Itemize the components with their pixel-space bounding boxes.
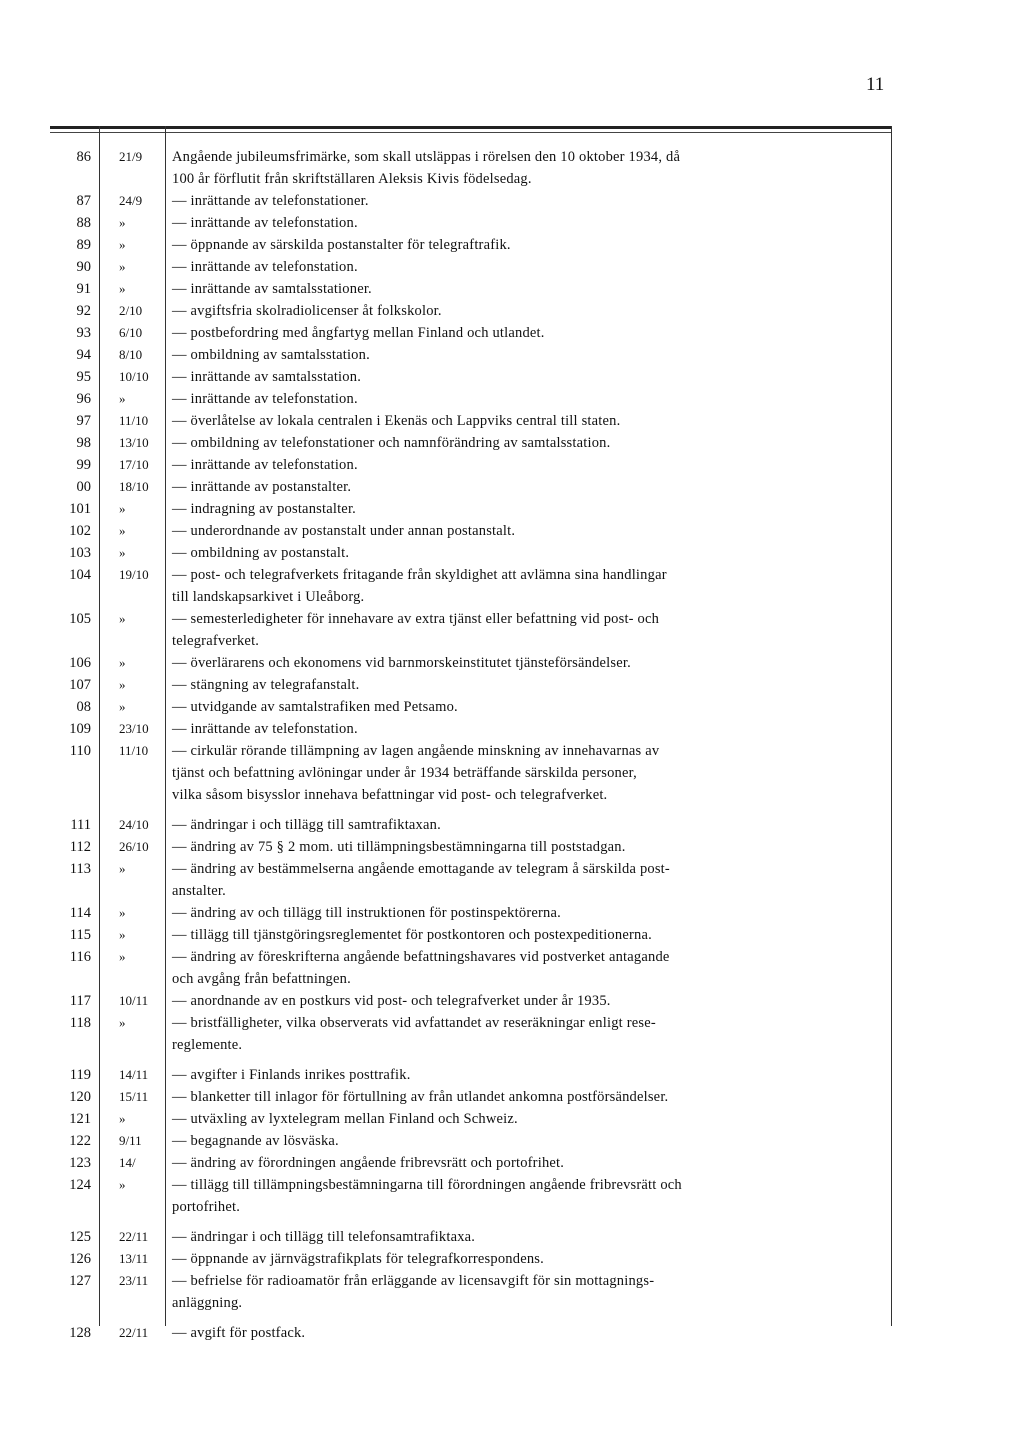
- row-number: 97: [76, 413, 91, 429]
- row-date: 23/10: [119, 721, 149, 736]
- row-text: [161, 1086, 892, 1108]
- row-text-line: — tillägg till tillämpningsbestämningarna till förordningen angående fribrevsrätt och: [172, 1177, 682, 1193]
- row-text-continuation: tjänst och befattning avlöningar under år 1934 beträffande särskilda personer,: [172, 765, 637, 781]
- row-text-line: — inrättande av postanstalter.: [172, 479, 352, 495]
- row-text-line: — ombildning av postanstalt.: [172, 545, 350, 561]
- row-text: [161, 836, 892, 858]
- row-number: 94: [76, 347, 91, 363]
- row-number: 08: [76, 699, 91, 715]
- row-number: 107: [69, 677, 91, 693]
- row-text: [161, 902, 892, 924]
- row-number: 91: [76, 281, 91, 297]
- row-text: [161, 256, 892, 278]
- table-row: [50, 388, 892, 410]
- row-number: 103: [69, 545, 91, 561]
- row-number: 123: [69, 1155, 91, 1171]
- row-number: 96: [76, 391, 91, 407]
- row-number: 109: [69, 721, 91, 737]
- row-number: 120: [69, 1089, 91, 1105]
- row-text-line: — blanketter till inlagor för förtullning av från utlandet ankomna postförsändelser.: [172, 1089, 669, 1105]
- row-text: [161, 146, 892, 190]
- table-row: [50, 1174, 892, 1218]
- table-row: [50, 990, 892, 1012]
- table-row: [50, 1108, 892, 1130]
- table-row: [50, 366, 892, 388]
- row-text-line: — utväxling av lyxtelegram mellan Finland och Schweiz.: [172, 1111, 518, 1127]
- row-number: 121: [69, 1111, 91, 1127]
- row-text-line: — ändringar i och tillägg till samtrafiktaxan.: [172, 817, 441, 833]
- row-number: 117: [69, 993, 91, 1009]
- row-text-line: — post- och telegrafverkets fritagande från skyldighet att avlämna sina handlingar: [172, 567, 667, 583]
- table-row: [50, 902, 892, 924]
- row-date: »: [119, 259, 126, 274]
- row-number: 126: [69, 1251, 91, 1267]
- table-row: [50, 256, 892, 278]
- row-date: »: [119, 699, 126, 714]
- table-row: [50, 1248, 892, 1270]
- row-text-continuation: reglemente.: [172, 1037, 243, 1053]
- row-text: [161, 718, 892, 740]
- row-date: 18/10: [119, 479, 149, 494]
- row-text: [161, 1108, 892, 1130]
- row-date: 11/10: [119, 413, 149, 428]
- row-text: [161, 542, 892, 564]
- top-rule-thin: [50, 132, 892, 133]
- row-number: 92: [76, 303, 91, 319]
- table-row: [50, 674, 892, 696]
- row-number: 90: [76, 259, 91, 275]
- table-row: [50, 476, 892, 498]
- table-row: [50, 564, 892, 608]
- row-text: [161, 388, 892, 410]
- row-number: 122: [69, 1133, 91, 1149]
- table-row: [50, 146, 892, 190]
- table-row: [50, 740, 892, 806]
- table-row: [50, 1226, 892, 1248]
- table-row: [50, 520, 892, 542]
- row-number: 95: [76, 369, 91, 385]
- row-number: 124: [69, 1177, 91, 1193]
- row-text-line: — öppnande av särskilda postanstalter för telegraftrafik.: [172, 237, 511, 253]
- row-date: 17/10: [119, 457, 149, 472]
- row-text: [161, 652, 892, 674]
- row-text: [161, 696, 892, 718]
- row-date: 26/10: [119, 839, 149, 854]
- row-date: »: [119, 1177, 126, 1192]
- row-text-line: — inrättande av telefonstation.: [172, 721, 358, 737]
- row-text-line: — öppnande av järnvägstrafikplats för telegrafkorrespondens.: [172, 1251, 544, 1267]
- row-date: 10/11: [119, 993, 149, 1008]
- row-text: [161, 212, 892, 234]
- table-row: [50, 322, 892, 344]
- row-text: [161, 1012, 892, 1056]
- row-number: 86: [76, 149, 91, 165]
- row-text-line: — överlärarens och ekonomens vid barnmorskeinstitutet tjänsteförsändelser.: [172, 655, 631, 671]
- table-row: [50, 836, 892, 858]
- table-row: [50, 344, 892, 366]
- row-gap: [50, 806, 892, 814]
- row-text-line: — begagnande av lösväska.: [172, 1133, 339, 1149]
- table-row: [50, 542, 892, 564]
- row-date: »: [119, 501, 126, 516]
- row-date: »: [119, 1015, 126, 1030]
- row-text: [161, 608, 892, 652]
- row-gap: [50, 1056, 892, 1064]
- row-number: 127: [69, 1273, 91, 1289]
- row-text-line: — inrättande av samtalsstation.: [172, 369, 362, 385]
- table-row: [50, 1130, 892, 1152]
- row-text-continuation: anstalter.: [172, 883, 226, 899]
- row-text-line: — postbefordring med ångfartyg mellan Finland och utlandet.: [172, 325, 545, 341]
- row-gap: [50, 1314, 892, 1322]
- row-text: [161, 1248, 892, 1270]
- table-row: [50, 1270, 892, 1314]
- table-row: [50, 1012, 892, 1056]
- row-text: [161, 498, 892, 520]
- table-row: [50, 234, 892, 256]
- row-text-continuation: 100 år förflutit från skriftställaren Aleksis Kivis födelsedag.: [172, 171, 532, 187]
- row-date: 23/11: [119, 1273, 149, 1288]
- row-number: 106: [69, 655, 91, 671]
- table-row: [50, 212, 892, 234]
- row-date: 21/9: [119, 149, 143, 164]
- row-date: »: [119, 949, 126, 964]
- row-date: 24/9: [119, 193, 143, 208]
- row-number: 99: [76, 457, 91, 473]
- row-date: »: [119, 237, 126, 252]
- row-date: 14/11: [119, 1067, 149, 1082]
- row-date: »: [119, 545, 126, 560]
- row-date: 8/10: [119, 347, 143, 362]
- row-text: [161, 1226, 892, 1248]
- row-text-line: — befrielse för radioamatör från erläggande av licensavgift för sin mottagnings-: [172, 1273, 655, 1289]
- row-text: [161, 674, 892, 696]
- row-number: 112: [69, 839, 91, 855]
- row-date: 22/11: [119, 1325, 149, 1340]
- row-text-line: — avgift för postfack.: [172, 1325, 306, 1341]
- row-text-line: — överlåtelse av lokala centralen i Ekenäs och Lappviks central till staten.: [172, 413, 621, 429]
- row-text: [161, 740, 892, 806]
- row-text: [161, 432, 892, 454]
- table-row: [50, 718, 892, 740]
- table-row: [50, 1152, 892, 1174]
- row-text: [161, 300, 892, 322]
- row-number: 00: [76, 479, 91, 495]
- row-text-line: — inrättande av telefonstation.: [172, 259, 358, 275]
- table-row: [50, 432, 892, 454]
- row-date: 6/10: [119, 325, 143, 340]
- row-text-line: — avgiftsfria skolradiolicenser åt folkskolor.: [172, 303, 442, 319]
- table-row: [50, 1086, 892, 1108]
- row-date: »: [119, 391, 126, 406]
- row-number: 125: [69, 1229, 91, 1245]
- row-text: [161, 1064, 892, 1086]
- row-text: [161, 234, 892, 256]
- row-number: 87: [76, 193, 91, 209]
- row-date: »: [119, 523, 126, 538]
- row-number: 115: [69, 927, 91, 943]
- row-number: 119: [69, 1067, 91, 1083]
- row-text: [161, 1174, 892, 1218]
- row-text-line: — inrättande av telefonstation.: [172, 457, 358, 473]
- row-number: 114: [69, 905, 91, 921]
- row-date: 2/10: [119, 303, 143, 318]
- row-text-line: Angående jubileumsfrimärke, som skall utsläppas i rörelsen den 10 oktober 1934, då: [172, 149, 681, 165]
- row-date: »: [119, 281, 126, 296]
- row-date: 9/11: [119, 1133, 142, 1148]
- row-text-continuation: portofrihet.: [172, 1199, 241, 1215]
- table-row: [50, 696, 892, 718]
- row-text-continuation: vilka såsom bisysslor innehava befattningar vid post- och telegrafverket.: [172, 787, 608, 803]
- row-text-line: — cirkulär rörande tillämpning av lagen angående minskning av innehavarnas av: [172, 743, 660, 759]
- row-text: [161, 946, 892, 990]
- row-text: [161, 410, 892, 432]
- row-date: 13/10: [119, 435, 149, 450]
- row-text: [161, 366, 892, 388]
- top-rule: [50, 126, 892, 129]
- row-text-line: — inrättande av telefonstation.: [172, 215, 358, 231]
- row-number: 118: [69, 1015, 91, 1031]
- row-text: [161, 1270, 892, 1314]
- row-text-line: — ändring av bestämmelserna angående emottagande av telegram å särskilda post-: [172, 861, 670, 877]
- row-text: [161, 1130, 892, 1152]
- row-date: 22/11: [119, 1229, 149, 1244]
- row-number: 104: [69, 567, 91, 583]
- row-text-line: — inrättande av telefonstationer.: [172, 193, 369, 209]
- row-text-line: — ändringar i och tillägg till telefonsamtrafiktaxa.: [172, 1229, 476, 1245]
- row-text-continuation: och avgång från befattningen.: [172, 971, 351, 987]
- row-text-line: — tillägg till tjänstgöringsreglementet för postkontoren och postexpeditionerna.: [172, 927, 652, 943]
- row-text-line: — ändring av 75 § 2 mom. uti tillämpningsbestämningarna till poststadgan.: [172, 839, 626, 855]
- row-date: »: [119, 215, 126, 230]
- row-number: 101: [69, 501, 91, 517]
- row-text: [161, 858, 892, 902]
- row-text: [161, 454, 892, 476]
- row-text: [161, 924, 892, 946]
- row-date: »: [119, 861, 126, 876]
- row-text-line: — indragning av postanstalter.: [172, 501, 356, 517]
- row-date: 24/10: [119, 817, 149, 832]
- row-text-continuation: anläggning.: [172, 1295, 243, 1311]
- table-row: [50, 814, 892, 836]
- row-text: [161, 322, 892, 344]
- row-number: 116: [69, 949, 91, 965]
- row-date: 13/11: [119, 1251, 149, 1266]
- row-text-line: — stängning av telegrafanstalt.: [172, 677, 360, 693]
- table-row: [50, 858, 892, 902]
- row-text: [161, 564, 892, 608]
- row-date: »: [119, 1111, 126, 1126]
- table-row: [50, 1322, 892, 1344]
- row-text-line: — ändring av och tillägg till instruktionen för postinspektörerna.: [172, 905, 561, 921]
- table-row: [50, 946, 892, 990]
- row-text: [161, 520, 892, 542]
- row-text: [161, 278, 892, 300]
- row-date: 11/10: [119, 743, 149, 758]
- table-row: [50, 410, 892, 432]
- table-row: [50, 1064, 892, 1086]
- row-text: [161, 990, 892, 1012]
- row-text-line: — underordnande av postanstalt under annan postanstalt.: [172, 523, 516, 539]
- row-date: »: [119, 611, 126, 626]
- row-date: »: [119, 927, 126, 942]
- circular-list: [50, 146, 892, 1344]
- row-date: »: [119, 905, 126, 920]
- row-date: »: [119, 677, 126, 692]
- row-number: 98: [76, 435, 91, 451]
- row-text-line: — avgifter i Finlands inrikes posttrafik.: [172, 1067, 411, 1083]
- row-text: [161, 1322, 892, 1344]
- row-text-line: — ombildning av telefonstationer och namnförändring av samtalsstation.: [172, 435, 611, 451]
- row-date: 14/: [119, 1155, 136, 1170]
- row-number: 111: [70, 817, 91, 833]
- row-text: [161, 344, 892, 366]
- table-row: [50, 278, 892, 300]
- row-gap: [50, 1218, 892, 1226]
- table-row: [50, 300, 892, 322]
- row-number: 128: [69, 1325, 91, 1341]
- row-text-continuation: telegrafverket.: [172, 633, 260, 649]
- row-text-line: — ändring av föreskrifterna angående befattningshavares vid postverket antagande: [172, 949, 670, 965]
- page-number: 11: [866, 74, 885, 95]
- row-date: 15/11: [119, 1089, 149, 1104]
- row-text: [161, 1152, 892, 1174]
- table-row: [50, 454, 892, 476]
- row-text-line: — inrättande av telefonstation.: [172, 391, 358, 407]
- row-text-line: — ändring av förordningen angående fribrevsrätt och portofrihet.: [172, 1155, 565, 1171]
- row-text-line: — anordnande av en postkurs vid post- och telegrafverket under år 1935.: [172, 993, 611, 1009]
- row-text: [161, 814, 892, 836]
- row-text-line: — semesterledigheter för innehavare av extra tjänst eller befattning vid post- och: [172, 611, 660, 627]
- row-date: »: [119, 655, 126, 670]
- table-row: [50, 652, 892, 674]
- row-date: 10/10: [119, 369, 149, 384]
- row-number: 113: [69, 861, 91, 877]
- row-text-line: — bristfälligheter, vilka observerats vid avfattandet av reseräkningar enligt rese-: [172, 1015, 656, 1031]
- row-text-line: — ombildning av samtalsstation.: [172, 347, 370, 363]
- row-date: 19/10: [119, 567, 149, 582]
- row-number: 88: [76, 215, 91, 231]
- table-row: [50, 498, 892, 520]
- row-number: 89: [76, 237, 91, 253]
- row-text-line: — utvidgande av samtalstrafiken med Petsamo.: [172, 699, 458, 715]
- row-text: [161, 190, 892, 212]
- table-row: [50, 924, 892, 946]
- row-number: 93: [76, 325, 91, 341]
- row-text: [161, 476, 892, 498]
- row-number: 110: [69, 743, 91, 759]
- row-number: 102: [69, 523, 91, 539]
- row-text-line: — inrättande av samtalsstationer.: [172, 281, 372, 297]
- table-row: [50, 190, 892, 212]
- row-text-continuation: till landskapsarkivet i Uleåborg.: [172, 589, 365, 605]
- row-number: 105: [69, 611, 91, 627]
- table-row: [50, 608, 892, 652]
